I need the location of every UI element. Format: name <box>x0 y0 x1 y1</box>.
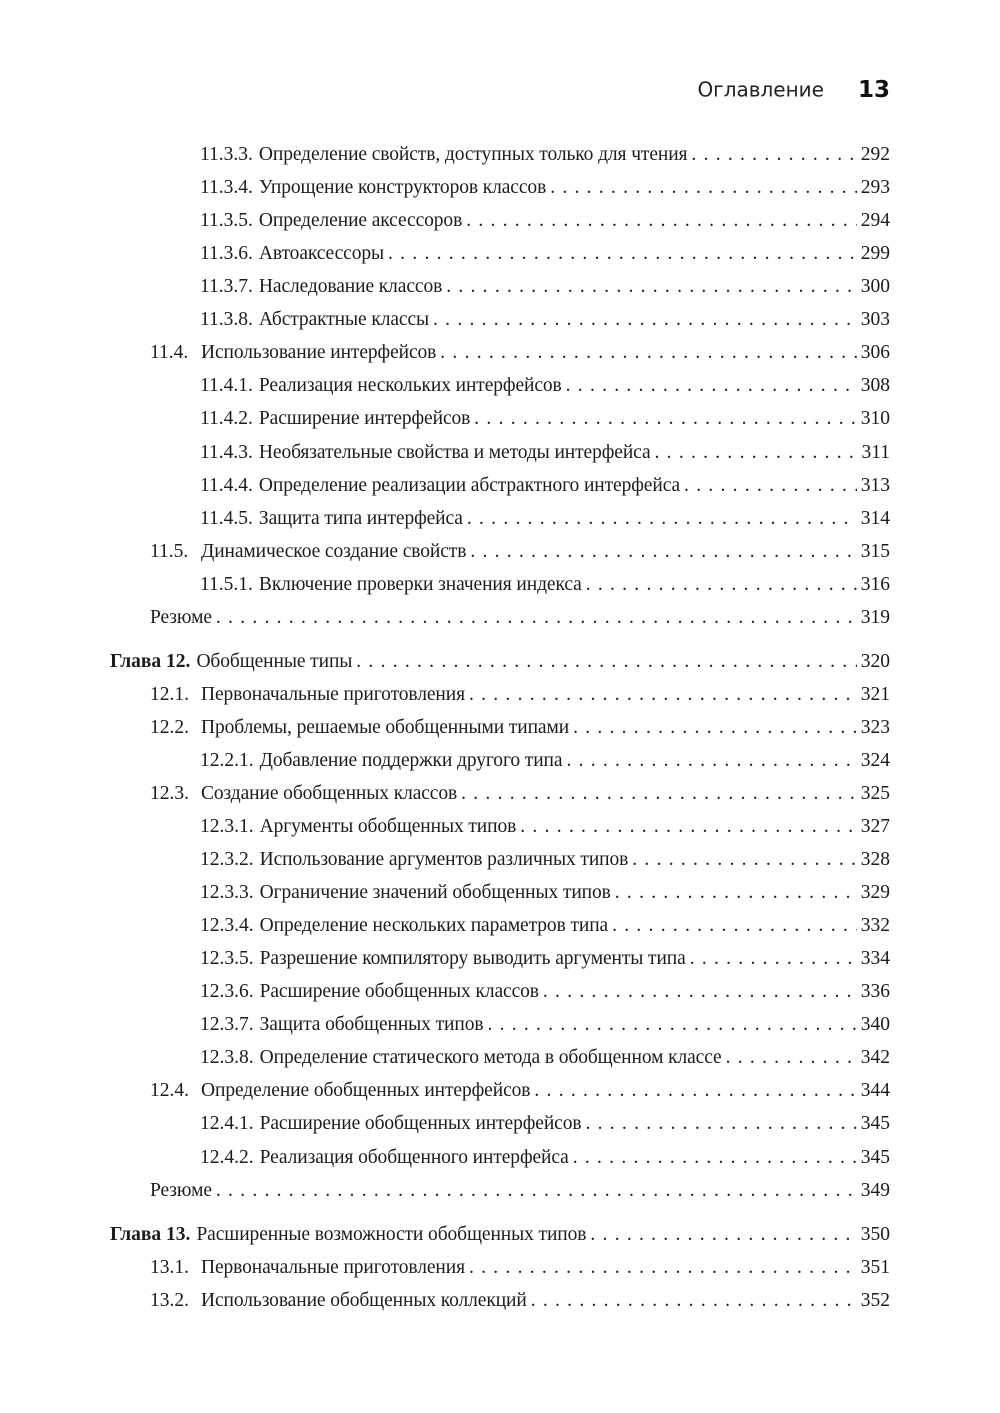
toc-entry-title: Создание обобщенных классов <box>201 782 458 804</box>
toc-entry-page: 350 <box>860 1223 890 1245</box>
toc-entry[interactable] <box>200 437 890 469</box>
toc-chapter-entry[interactable] <box>110 1219 890 1251</box>
toc-entry-page: 311 <box>861 441 890 463</box>
toc-entry-page: 319 <box>860 606 890 628</box>
toc-entry-number: 12.3.8. <box>200 1047 254 1069</box>
toc-entry-title: Добавление поддержки другого типа <box>259 749 563 771</box>
toc-dot-leader <box>569 1142 857 1174</box>
toc-entry[interactable] <box>200 943 890 975</box>
toc-entry-title: Первоначальные приготовления <box>201 683 465 705</box>
toc-dot-leader <box>651 437 858 469</box>
toc-entry-page: 336 <box>860 981 890 1003</box>
toc-entry[interactable] <box>200 271 890 303</box>
toc-dot-leader <box>442 271 857 303</box>
toc-dot-leader <box>470 403 856 435</box>
toc-entry-page: 321 <box>860 683 890 705</box>
toc-entry[interactable] <box>200 1108 890 1140</box>
toc-entry-page: 340 <box>860 1014 890 1036</box>
toc-dot-leader <box>611 877 857 909</box>
toc-entry[interactable] <box>200 503 890 535</box>
toc-entry-page: 332 <box>860 915 890 937</box>
toc-entry[interactable] <box>150 1252 890 1284</box>
toc-dot-leader <box>581 1108 856 1140</box>
toc-entry-title: Необязательные свойства и методы интерфейса <box>258 441 651 463</box>
toc-entry-number: 11.3.6. <box>200 243 253 265</box>
toc-entry-page: 308 <box>860 375 890 397</box>
toc-entry-number: 11.3.5. <box>200 210 253 232</box>
toc-entry-number: 12.3.3. <box>200 882 254 904</box>
toc-entry-title: Защита типа интерфейса <box>258 507 463 529</box>
toc-dot-leader <box>457 778 857 810</box>
toc-dot-leader <box>462 205 857 237</box>
toc-entry-number: 13.2. <box>150 1289 189 1311</box>
toc-entry-page: 323 <box>860 716 890 738</box>
toc-dot-leader <box>516 811 857 843</box>
toc-entry[interactable] <box>150 602 890 634</box>
toc-entry-title: Определение свойств, доступных только для чтения <box>258 144 688 165</box>
toc-entry-number: 12.3.1. <box>200 816 254 837</box>
toc-entry-title: Определение реализации абстрактного интерфейса <box>258 474 681 496</box>
toc-entry-title: Определение статического метода в обобщенном классе <box>259 1047 722 1069</box>
toc-dot-leader <box>687 139 856 171</box>
toc-entry-page: 329 <box>860 882 890 904</box>
toc-entry-page: 313 <box>860 474 890 496</box>
toc-entry-title: Использование аргументов различных типов <box>259 849 629 870</box>
toc-entry[interactable] <box>200 1042 890 1074</box>
toc-entry-title: Динамическое создание свойств <box>201 540 467 562</box>
toc-entry-number: Глава 12. <box>110 650 191 672</box>
toc-dot-leader <box>628 844 856 876</box>
toc-dot-leader <box>527 1285 857 1317</box>
toc-entry-number: 12.4.2. <box>200 1146 254 1168</box>
toc-entry-page: 314 <box>860 507 890 529</box>
page-number: 13 <box>857 76 890 103</box>
toc-entry[interactable] <box>200 910 890 942</box>
toc-entry-title: Расширение интерфейсов <box>258 408 471 430</box>
toc-entry-title: Обобщенные типы <box>196 650 353 672</box>
toc-entry-number: 12.3.4. <box>200 915 254 937</box>
toc-entry-page: 342 <box>860 1047 890 1069</box>
toc-entry[interactable] <box>200 1142 890 1174</box>
toc-entry-number: 12.2. <box>150 716 189 738</box>
toc-dot-leader <box>463 503 857 535</box>
toc-dot-leader <box>722 1042 857 1074</box>
toc-entry-number: 11.3.7. <box>200 276 253 298</box>
toc-entry-page: 293 <box>860 177 890 198</box>
toc-entry-number: 13.1. <box>150 1256 189 1278</box>
toc-entry-number: 11.4.3. <box>200 441 253 463</box>
toc-entry[interactable] <box>150 778 890 810</box>
toc-dot-leader <box>352 646 856 678</box>
toc-entry-number: 11.3.3. <box>200 144 253 165</box>
toc-dot-leader <box>465 1252 857 1284</box>
toc-entry-title: Расширенные возможности обобщенных типов <box>196 1223 587 1245</box>
toc-entry-page: 303 <box>860 309 890 331</box>
toc-entry-number: 11.4.4. <box>200 474 253 496</box>
toc-entry-page: 294 <box>860 210 890 232</box>
toc-entry-number: 12.1. <box>150 683 189 705</box>
toc-entry-title: Использование интерфейсов <box>201 342 437 364</box>
toc-dot-leader <box>530 1075 856 1107</box>
toc-dot-leader <box>465 679 857 711</box>
toc-entry-page: 325 <box>860 782 890 804</box>
toc-entry-page: 300 <box>860 276 890 298</box>
toc-entry-number: 12.4.1. <box>200 1113 254 1135</box>
toc-entry-page: 299 <box>860 243 890 265</box>
toc-entry[interactable] <box>200 470 890 502</box>
toc-entry-page: 345 <box>860 1146 890 1168</box>
toc-entry-title: Первоначальные приготовления <box>201 1256 465 1278</box>
toc-entry[interactable] <box>150 712 890 744</box>
toc-entry-number: 12.3.6. <box>200 981 254 1003</box>
toc-entry-title: Абстрактные классы <box>258 309 430 331</box>
toc-entry-title: Наследование классов <box>258 276 443 298</box>
toc-entry-page: 306 <box>860 342 890 364</box>
toc-entry[interactable] <box>150 1075 890 1107</box>
toc-dot-leader <box>686 943 857 975</box>
toc-entry[interactable] <box>200 304 890 336</box>
toc-dot-leader <box>569 712 857 744</box>
toc-entry-title: Определение аксессоров <box>258 210 463 232</box>
toc-entry-title: Расширение обобщенных интерфейсов <box>259 1113 582 1135</box>
toc-dot-leader <box>546 172 857 204</box>
toc-entry-page: 315 <box>860 540 890 562</box>
toc-entry-page: 345 <box>860 1113 890 1135</box>
toc-dot-leader <box>429 304 857 336</box>
toc-entry-page: 310 <box>860 408 890 430</box>
toc-entry-number: Глава 13. <box>110 1223 191 1245</box>
toc-entry-title: Аргументы обобщенных типов <box>259 816 517 837</box>
toc-entry[interactable] <box>200 844 890 876</box>
toc-entry[interactable] <box>150 337 890 369</box>
toc-entry-number: 11.5. <box>150 540 189 562</box>
toc-dot-leader <box>212 1175 857 1207</box>
toc-entry[interactable] <box>200 569 890 601</box>
toc-entry-title: Определение обобщенных интерфейсов <box>201 1080 531 1102</box>
toc-dot-leader <box>436 337 856 369</box>
toc-dot-leader <box>384 238 857 270</box>
toc-entry-number: 12.3.2. <box>200 849 254 870</box>
toc-entry-page: 324 <box>860 749 890 771</box>
toc-dot-leader <box>608 910 857 942</box>
toc-entry-page: 316 <box>860 573 890 595</box>
toc-entry-number: 11.4. <box>150 342 189 364</box>
toc-entry-title: Определение нескольких параметров типа <box>259 915 609 937</box>
toc-entry-page: 328 <box>860 849 890 870</box>
toc-entry[interactable] <box>200 370 890 402</box>
toc-dot-leader <box>582 569 857 601</box>
toc-entry[interactable] <box>150 1175 890 1207</box>
toc-entry-number: 12.2.1. <box>200 749 254 771</box>
toc-entry-page: 349 <box>860 1179 890 1201</box>
toc-entry-title: Ограничение значений обобщенных типов <box>259 882 611 904</box>
toc-entry-page: 352 <box>860 1289 890 1311</box>
toc-entry-title: Автоаксессоры <box>258 243 385 265</box>
toc-entry-number: 11.3.4. <box>200 177 253 198</box>
toc-entry-title: Реализация нескольких интерфейсов <box>258 375 562 397</box>
toc-entry-page: 320 <box>860 650 890 672</box>
toc-entry-page: 334 <box>860 948 890 970</box>
toc-entry-number: 11.4.2. <box>200 408 253 430</box>
toc-entry[interactable] <box>200 1009 890 1041</box>
toc-dot-leader <box>539 976 857 1008</box>
toc-entry-title: Реализация обобщенного интерфейса <box>259 1146 569 1168</box>
toc-entry-number: 11.3.8. <box>200 309 253 331</box>
toc-entry-number: 12.3.7. <box>200 1014 254 1036</box>
toc-dot-leader <box>680 470 857 502</box>
toc-entry-title: Резюме <box>150 1179 212 1201</box>
toc-dot-leader <box>466 536 856 568</box>
toc-chapter-entry[interactable] <box>110 646 890 678</box>
running-header <box>0 74 890 105</box>
toc-entry-title: Расширение обобщенных классов <box>259 981 539 1003</box>
toc-dot-leader <box>212 602 857 634</box>
toc-dot-leader <box>562 370 857 402</box>
toc-entry-title: Упрощение конструкторов классов <box>258 177 547 198</box>
toc-entry[interactable] <box>200 877 890 909</box>
toc-entry-page: 351 <box>860 1256 890 1278</box>
toc-dot-leader <box>562 745 856 777</box>
toc-entry[interactable] <box>200 238 890 270</box>
toc-entry-title: Проблемы, решаемые обобщенными типами <box>201 716 570 738</box>
toc-entry[interactable] <box>200 745 890 777</box>
toc-entry-title: Включение проверки значения индекса <box>258 573 582 595</box>
running-header-title: Оглавление <box>697 77 824 102</box>
toc-entry[interactable] <box>150 536 890 568</box>
toc-entry[interactable] <box>200 139 890 171</box>
toc-entry[interactable] <box>150 1285 890 1317</box>
toc-entry[interactable] <box>200 976 890 1008</box>
toc-entry-page: 327 <box>860 816 890 837</box>
toc-entry-page: 344 <box>860 1080 890 1102</box>
toc-entry-number: 11.4.5. <box>200 507 253 529</box>
toc-entry-title: Разрешение компилятору выводить аргументы типа <box>259 948 686 970</box>
toc-entry-number: 12.4. <box>150 1080 189 1102</box>
toc-entry-title: Резюме <box>150 606 212 628</box>
toc-entry-title: Защита обобщенных типов <box>259 1014 484 1036</box>
toc-entry-number: 11.4.1. <box>200 375 253 397</box>
toc-entry[interactable] <box>150 679 890 711</box>
toc-entry[interactable] <box>200 811 890 843</box>
toc-dot-leader <box>586 1219 856 1251</box>
toc-entry-number: 12.3. <box>150 782 189 804</box>
toc-entry-page: 292 <box>860 144 890 165</box>
toc-entry[interactable] <box>200 403 890 435</box>
toc-entry[interactable] <box>200 172 890 204</box>
toc-entry-number: 11.5.1. <box>200 573 253 595</box>
toc-entry[interactable] <box>200 205 890 237</box>
toc-dot-leader <box>483 1009 856 1041</box>
toc-entry-title: Использование обобщенных коллекций <box>201 1289 527 1311</box>
toc-entry-number: 12.3.5. <box>200 948 254 970</box>
